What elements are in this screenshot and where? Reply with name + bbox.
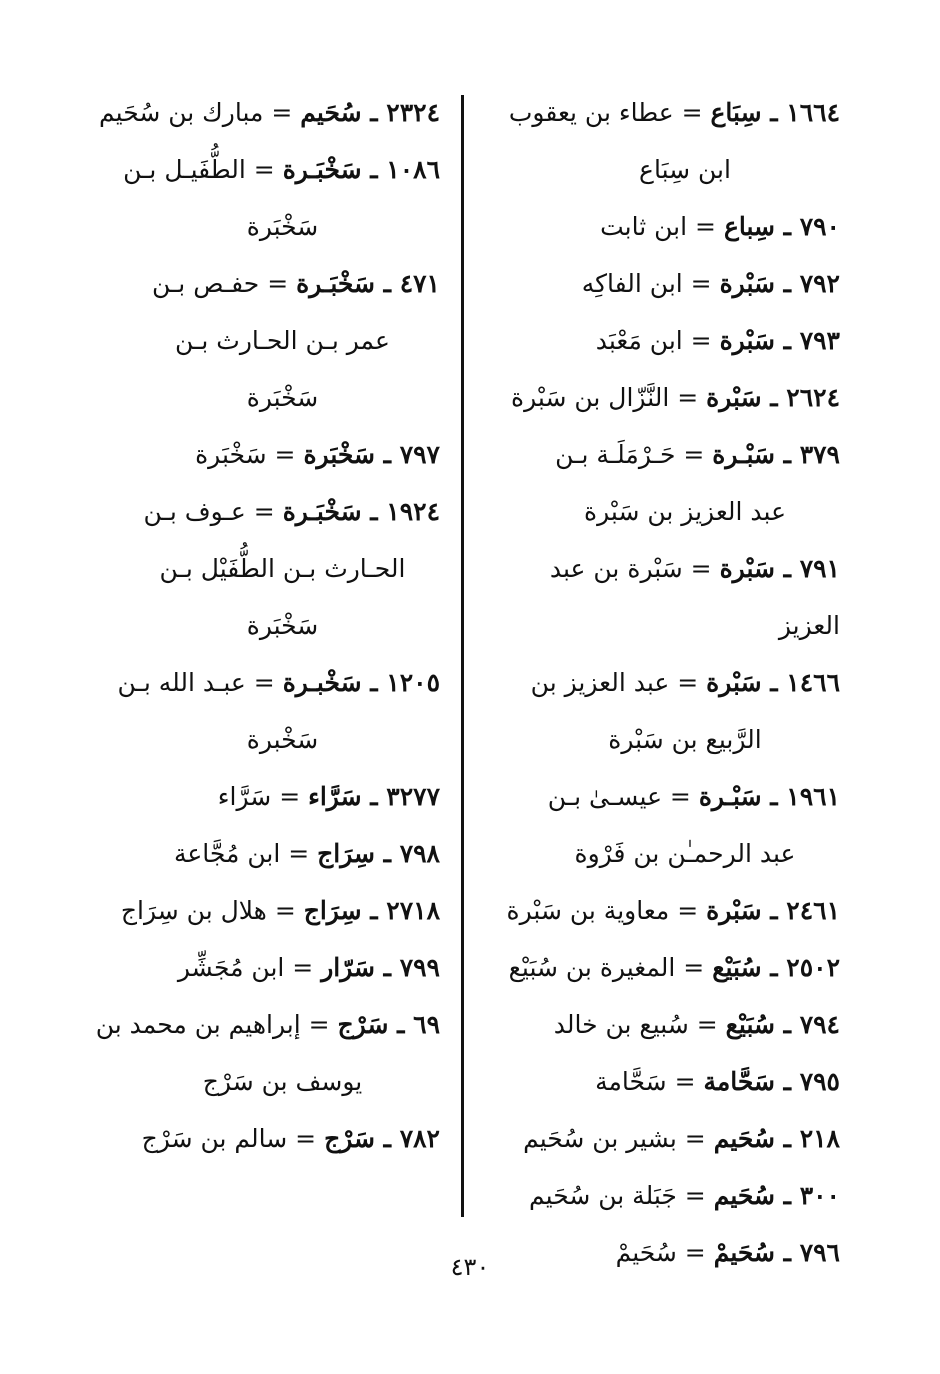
entry-headword: سَبْرة <box>706 668 762 697</box>
entry-line: ٣٠٠ ـ سُحَيم = جَبَلة بن سُحَيم <box>529 1181 840 1210</box>
entry-line: ٣٢٧٧ ـ سَرَّاء = سَرَّاء <box>217 782 440 811</box>
entry-headword: سَبْـرة <box>698 782 762 811</box>
entry-line: ٤٧١ ـ سَخْبَـرة = حفـص بـن <box>151 269 440 298</box>
entry-number: ٤٧١ <box>399 269 440 298</box>
entry-continuation: سَخْبَرة <box>246 383 319 412</box>
entry-headword: سَرَّاء <box>308 782 362 811</box>
column-divider <box>461 95 464 1217</box>
entry-number: ٢٧١٨ <box>386 896 440 925</box>
entry-headword: سَبْرة <box>719 326 775 355</box>
entry-line: ٧٩٩ ـ سَرّار = ابن مُجَشِّر <box>177 953 440 982</box>
entry-headword: سِرَاج <box>303 896 362 925</box>
entry-number: ١٩٢٤ <box>386 497 440 526</box>
entry-line: ٢٣٢٤ ـ سُحَيم = مبارك بن سُحَيم <box>99 98 440 127</box>
entry-line: ١٦٦٤ ـ سِبَاع = عطاء بن يعقوب <box>508 98 840 127</box>
entry-number: ٧٩٨ <box>399 839 440 868</box>
entry-name: ابن مُجَشِّر <box>177 953 285 982</box>
index-entry <box>85 483 440 654</box>
entry-headword: سَبْرة <box>706 383 762 412</box>
entry-line: ٧٨٢ ـ سَرْج = سالم بن سَرْج <box>141 1124 440 1153</box>
index-entry <box>490 255 840 312</box>
entry-name: سَبْرة بن عبد العزيز <box>549 554 840 640</box>
index-entry <box>490 1053 840 1110</box>
entry-name: حَـرْمَلَـة بـن <box>555 440 676 469</box>
entry-name: النَّزّال بن سَبْرة <box>511 383 670 412</box>
entry-headword: سَبْـرة <box>712 440 775 469</box>
entry-continuation: الحـارث بـن الطُّفَيْل بـن <box>159 554 406 583</box>
index-entry <box>85 1110 440 1167</box>
index-entry <box>85 825 440 882</box>
index-entry <box>490 768 840 882</box>
entry-continuation: عبد العزيز بن سَبْرة <box>584 497 786 526</box>
entry-number: ١٦٦٤ <box>786 98 840 127</box>
entry-number: ٧٩٣ <box>799 326 840 355</box>
entry-continuation: الرَّبيع بن سَبْرة <box>608 725 762 754</box>
entry-line: ١٩٢٤ ـ سَخْبَـرة = عـوف بـن <box>143 497 440 526</box>
entry-headword: سُحَيم <box>300 98 362 127</box>
entry-headword: سُحَيم <box>713 1181 775 1210</box>
index-entry <box>85 84 440 141</box>
entry-number: ٣٧٩ <box>799 440 840 469</box>
entry-line: ٧٩٨ ـ سِرَاج = ابن مُجَّاعة <box>173 839 440 868</box>
entry-headword: سُبَيْع <box>712 953 762 982</box>
entry-number: ٢٣٢٤ <box>386 98 440 127</box>
index-entry <box>490 996 840 1053</box>
index-entry <box>490 312 840 369</box>
index-entry <box>490 426 840 540</box>
entry-name: سَرَّاء <box>217 782 272 811</box>
index-entry <box>490 540 840 654</box>
entry-headword: سَخْبَـرة <box>282 155 362 184</box>
left-column <box>85 84 440 1167</box>
entry-line: ٧٩٦ ـ سُحَيمْ = سُحَيمْ <box>615 1238 840 1267</box>
entry-number: ٢٦٢٤ <box>786 383 840 412</box>
entry-headword: سَرّار <box>321 953 375 982</box>
entry-number: ٦٩ <box>413 1010 440 1039</box>
index-entry <box>85 426 440 483</box>
entry-name: المغيرة بن سُبَيْع <box>508 953 676 982</box>
entry-name: عطاء بن يعقوب <box>508 98 674 127</box>
entry-number: ١٤٦٦ <box>786 668 840 697</box>
entry-name: معاوية بن سَبْرة <box>506 896 670 925</box>
entry-line: ٧٩٢ ـ سَبْرة = ابن الفاكِه <box>581 269 840 298</box>
entry-number: ٣٢٧٧ <box>386 782 440 811</box>
entry-continuation: سَخْبَرة <box>246 212 319 241</box>
entry-name: جَبَلة بن سُحَيم <box>529 1181 677 1210</box>
entry-line: ٧٩٣ ـ سَبْرة = ابن مَعْبَد <box>595 326 840 355</box>
index-entry <box>490 1110 840 1167</box>
entry-number: ٧٩١ <box>799 554 840 583</box>
entry-number: ٧٩٥ <box>799 1067 840 1096</box>
entry-line: ٦٩ ـ سَرْج = إبراهيم بن محمد بن <box>95 1010 440 1039</box>
entry-number: ٢٤٦١ <box>786 896 840 925</box>
entry-line: ٣٧٩ ـ سَبْـرة = حَـرْمَلَـة بـن <box>555 440 840 469</box>
index-entry <box>85 141 440 255</box>
entry-name: هلال بن سِرَاج <box>120 896 267 925</box>
entry-continuation: سَخْبَرة <box>246 611 319 640</box>
entry-line: ٧٩٥ ـ سَحَّامة = سَحَّامة <box>595 1067 840 1096</box>
entry-number: ٢٥٠٢ <box>786 953 840 982</box>
index-entry <box>85 882 440 939</box>
entry-continuation: يوسف بن سَرْج <box>202 1067 363 1096</box>
entry-name: ابن الفاكِه <box>581 269 683 298</box>
entry-line: ٢٤٦١ ـ سَبْرة = معاوية بن سَبْرة <box>506 896 840 925</box>
index-entry <box>85 255 440 426</box>
entry-number: ٢١٨ <box>799 1124 840 1153</box>
entry-headword: سَحَّامة <box>703 1067 775 1096</box>
entry-headword: سَبْرة <box>706 896 762 925</box>
entry-headword: سَخْبَـرة <box>282 497 362 526</box>
entry-name: سُبيع بن خالد <box>553 1010 689 1039</box>
index-entry <box>85 768 440 825</box>
index-entry <box>490 84 840 198</box>
entry-number: ١٠٨٦ <box>386 155 440 184</box>
entry-name: بشير بن سُحَيم <box>523 1124 677 1153</box>
entry-number: ٣٠٠ <box>799 1181 840 1210</box>
index-entry <box>85 654 440 768</box>
entry-headword: سِرَاج <box>317 839 375 868</box>
entry-headword: سَبْرة <box>719 554 775 583</box>
entry-number: ٧٩٦ <box>799 1238 840 1267</box>
entry-line: ٢٦٢٤ ـ سَبْرة = النَّزّال بن سَبْرة <box>511 383 840 412</box>
entry-continuation: ابن سِبَاع <box>639 155 731 184</box>
entry-line: ٢١٨ ـ سُحَيم = بشير بن سُحَيم <box>523 1124 840 1153</box>
entry-headword: سِباع <box>723 212 775 241</box>
entry-line: ١٤٦٦ ـ سَبْرة = عبد العزيز بن <box>530 668 840 697</box>
entry-number: ٧٩٤ <box>799 1010 840 1039</box>
entry-line: ٧٩٠ ـ سِباع = ابن ثابت <box>600 212 840 241</box>
entry-line: ١٩٦١ ـ سَبْـرة = عيسـىٰ بـن <box>547 782 840 811</box>
entry-name: عبد العزيز بن <box>530 668 670 697</box>
entry-name: إبراهيم بن محمد بن <box>95 1010 301 1039</box>
entry-name: ابن مَعْبَد <box>595 326 683 355</box>
entry-number: ١٢٠٥ <box>386 668 440 697</box>
page-number: ٤٣٠ <box>450 1253 490 1281</box>
entry-line: ١٠٨٦ ـ سَخْبَـرة = الطُّفَيـل بـن <box>123 155 440 184</box>
index-entry <box>85 939 440 996</box>
entry-name: سُحَيمْ <box>615 1238 677 1267</box>
entry-name: الطُّفَيـل بـن <box>123 155 246 184</box>
entry-number: ٧٩٩ <box>399 953 440 982</box>
entry-continuation: سَخْبرة <box>246 725 319 754</box>
entry-name: سالم بن سَرْج <box>141 1124 288 1153</box>
entry-headword: سَرْج <box>324 1124 375 1153</box>
entry-headword: سَخْبَـرة <box>296 269 375 298</box>
index-entry <box>490 654 840 768</box>
entry-name: عبـد الله بـن <box>117 668 246 697</box>
index-entry <box>490 939 840 996</box>
index-entry <box>490 882 840 939</box>
entry-line: ٧٩٧ ـ سَخْبَرة = سَخْبَرة <box>195 440 440 469</box>
index-entry <box>490 1167 840 1224</box>
entry-name: سَحَّامة <box>595 1067 667 1096</box>
entry-number: ١٩٦١ <box>786 782 840 811</box>
entry-line: ١٢٠٥ ـ سَخْبـرة = عبـد الله بـن <box>117 668 440 697</box>
entry-number: ٧٩٧ <box>399 440 440 469</box>
entry-number: ٧٩٠ <box>799 212 840 241</box>
entry-number: ٧٨٢ <box>399 1124 440 1153</box>
index-entry <box>490 369 840 426</box>
entry-name: عـوف بـن <box>143 497 246 526</box>
entry-headword: سِبَاع <box>710 98 762 127</box>
entry-line: ٧٩١ ـ سَبْرة = سَبْرة بن عبد العزيز <box>549 554 840 640</box>
entry-name: حفـص بـن <box>151 269 260 298</box>
entry-headword: سُحَيم <box>713 1124 775 1153</box>
entry-headword: سُحَيمْ <box>713 1238 775 1267</box>
entry-name: مبارك بن سُحَيم <box>99 98 264 127</box>
entry-name: عيسـىٰ بـن <box>547 782 662 811</box>
index-entry <box>85 996 440 1110</box>
entry-number: ٧٩٢ <box>799 269 840 298</box>
entry-headword: سُبَيْع <box>725 1010 775 1039</box>
right-column <box>490 84 840 1281</box>
entry-headword: سَخْبـرة <box>282 668 362 697</box>
index-entry <box>490 198 840 255</box>
entry-line: ٧٩٤ ـ سُبَيْع = سُبيع بن خالد <box>553 1010 840 1039</box>
entry-name: ابن مُجَّاعة <box>173 839 281 868</box>
entry-name: سَخْبَرة <box>195 440 267 469</box>
entry-continuation: عمر بـن الحـارث بـن <box>175 326 390 355</box>
entry-line: ٢٧١٨ ـ سِرَاج = هلال بن سِرَاج <box>120 896 440 925</box>
entry-continuation: عبد الرحمـٰن بن فَرْوة <box>574 839 796 868</box>
entry-headword: سَخْبَرة <box>303 440 375 469</box>
entry-name: ابن ثابت <box>600 212 688 241</box>
entry-line: ٢٥٠٢ ـ سُبَيْع = المغيرة بن سُبَيْع <box>508 953 840 982</box>
entry-headword: سَبْرة <box>719 269 775 298</box>
entry-headword: سَرْج <box>337 1010 389 1039</box>
